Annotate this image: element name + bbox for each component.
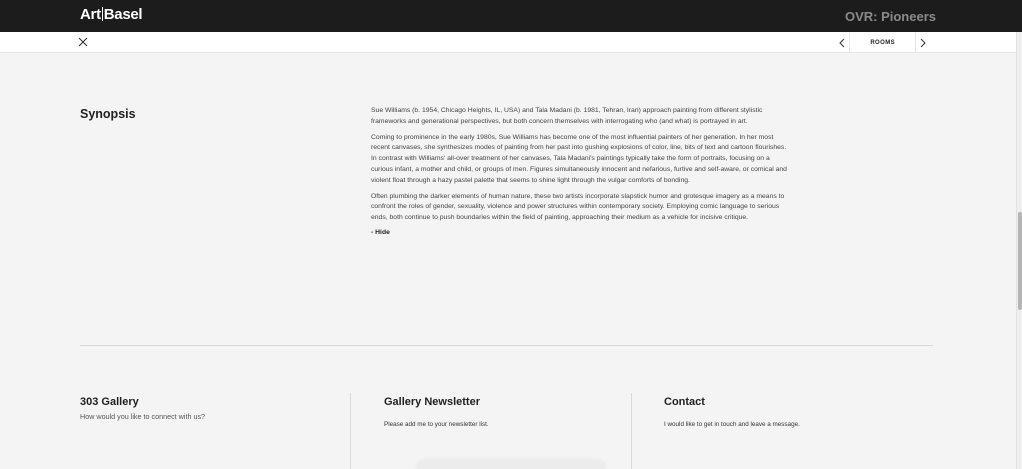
hide-synopsis-link[interactable]: - Hide <box>371 228 390 236</box>
synopsis-body <box>371 106 791 236</box>
gallery-name[interactable]: 303 Gallery <box>80 396 139 408</box>
contact-title: Contact <box>664 396 705 408</box>
synopsis-heading: Synopsis <box>80 107 136 121</box>
chevron-right-icon <box>920 38 926 48</box>
top-bar <box>0 0 1022 32</box>
close-button[interactable] <box>78 35 90 49</box>
newsletter-column <box>350 393 489 469</box>
contact-column <box>631 393 800 469</box>
newsletter-title: Gallery Newsletter <box>384 396 480 408</box>
synopsis-paragraph: Coming to prominence in the early 1980s, Sue Williams has become one of the most influential painters of her generation. In her most recent canvases, she synthesizes modes of painting from her past into gushing explosions of color, line, bits of text and cartoon flourishes. In contrast with Williams' all-over treatment of her canvases, Tala Madani's paintings typically take the form of portraits, focusing on a curious infant, a mother and child, or groups of men. Figures simultaneously innocent and nefarious, furtive and self-aware, or comical and violent float through a hazy pastel palette that seems to shine light through the vulgar comforts of bonding. <box>371 133 787 184</box>
event-title[interactable]: OVR: Pioneers <box>844 9 936 24</box>
gallery-info-column <box>80 393 205 421</box>
logo-text-art: Art <box>80 6 101 23</box>
logo-text-basel: Basel <box>103 6 143 23</box>
close-icon <box>78 37 88 47</box>
connect-prompt: How would you like to connect with us? <box>80 412 206 421</box>
chevron-left-icon <box>839 38 845 48</box>
rooms-navigator <box>835 32 930 53</box>
previous-room-button[interactable] <box>835 32 849 53</box>
rooms-button[interactable]: ROOMS <box>870 39 895 46</box>
newsletter-option[interactable]: Please add me to your newsletter list. <box>384 421 489 428</box>
page-scrollbar[interactable] <box>1016 32 1022 469</box>
logo-separator <box>102 7 103 21</box>
synopsis-paragraph: Often plumbing the darker elements of human nature, these two artists incorporate slapstick humor and grotesque imagery as a means to confront the roles of gender, sexuality, violence and power structures within contemporary society. Employing comic language to serious ends, both continue to push boundaries within the field of painting, approaching their medium as a vehicle for incisive critique. <box>371 192 785 222</box>
art-basel-logo[interactable] <box>80 6 142 23</box>
room-nav-bar <box>0 32 1016 53</box>
next-room-button[interactable] <box>916 32 930 53</box>
contact-option[interactable]: I would like to get in touch and leave a message. <box>664 421 800 428</box>
synopsis-paragraph: Sue Williams (b. 1954, Chicago Heights, IL, USA) and Tala Madani (b. 1981, Tehran, Iran) approach painting from different stylistic frameworks and generational perspectives, but both concern themselves with interrogating who (and what) is portrayed in art. <box>371 107 763 125</box>
newsletter-action-button[interactable] <box>417 461 605 469</box>
section-divider <box>80 345 933 346</box>
scrollbar-thumb[interactable] <box>1018 212 1022 310</box>
